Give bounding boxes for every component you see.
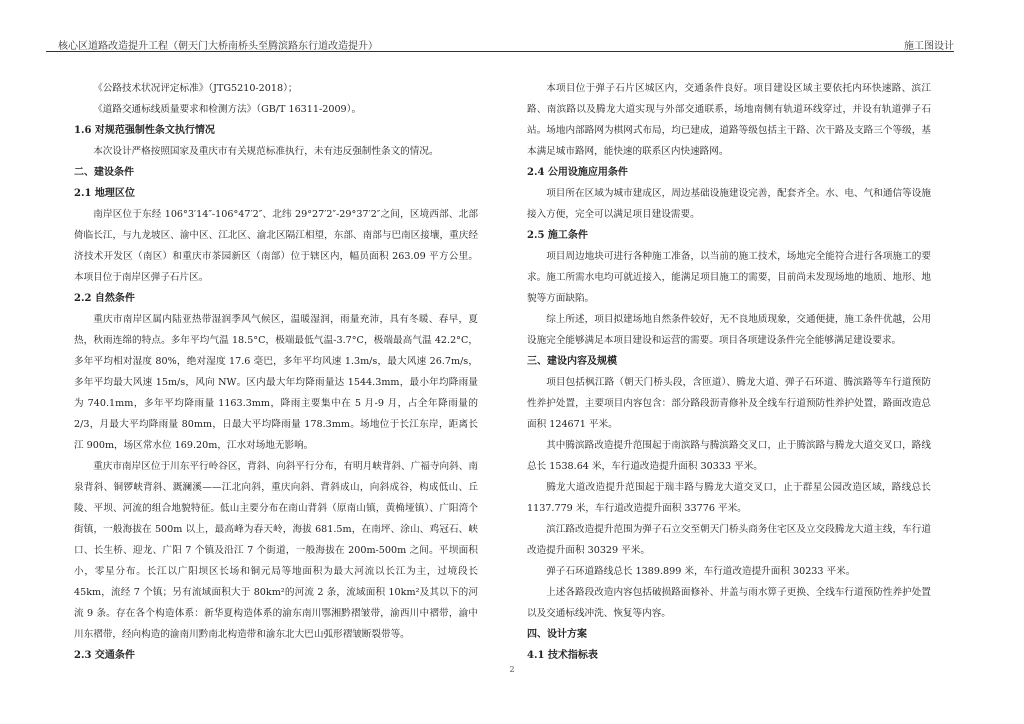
section-heading: 2.1 地理区位 [74, 188, 135, 199]
paragraph: 本次设计严格按照国家及重庆市有关规范标准执行，未有违反强制性条文的情况。 [93, 146, 439, 157]
paragraph: 《公路技术状况评定标准》（JTG5210-2018）； [93, 83, 298, 94]
paragraph: 腾龙大道改造提升范围起于瑞丰路与腾龙大道交叉口，止于群星公园改造区域，路线总长 1137.779 米，车行道改造提升面积 33776 平米。 [527, 482, 931, 514]
header-project-title: 核心区道路改造提升工程（朝天门大桥南桥头至腾滨路东行道改造提升） [58, 41, 378, 52]
paragraph: 项目包括枫江路（朝天门桥头段，含匝道）、腾龙大道、弹子石环道、腾滨路等车行道预防性养护处置，主要项目内容包含：部分路段沥青修补及全线车行道预防性养护处置，路面改造总面积 124671 平米。 [527, 377, 931, 430]
paragraph: 弹子石环道路线总长 1389.899 米，车行道改造提升面积 30233 平米。 [546, 566, 856, 577]
chapter-heading: 四、设计方案 [527, 629, 587, 640]
header-stage-label: 施工图设计 [904, 41, 954, 52]
paragraph: 项目周边地块可进行各种施工准备，以当前的施工技术，场地完全能符合进行各项施工的要求。施工所需水电均可就近接入，能满足项目施工的需要，目前尚未发现场地的地质、地形、地貌等方面缺陷。 [527, 251, 931, 304]
section-heading: 4.1 技术指标表 [527, 650, 598, 661]
left-column [74, 78, 478, 666]
paragraph: 上述各路段改造内容包括破损路面修补、井盖与雨水箅子更换、全线车行道预防性养护处置以及交通标线冲洗、恢复等内容。 [527, 587, 931, 619]
header-divider [46, 51, 954, 52]
section-heading: 2.3 交通条件 [74, 650, 135, 661]
paragraph: 《道路交通标线质量要求和检测方法》（GB/T 16311-2009）。 [93, 104, 362, 115]
paragraph: 其中腾滨路改造提升范围起于南滨路与腾滨路交叉口，止于腾滨路与腾龙大道交叉口，路线总长 1538.64 米，车行道改造提升面积 30333 平米。 [527, 440, 931, 472]
right-column [527, 78, 931, 666]
paragraph: 项目所在区域为城市建成区，周边基础设施建设完善，配套齐全。水、电、气和通信等设施接入方便，完全可以满足项目建设需要。 [527, 188, 931, 220]
paragraph: 重庆市南岸区属内陆亚热带湿润季风气候区，温暖湿润，雨量充沛，具有冬暖、春早，夏热，秋雨连绵的特点。多年平均气温 18.5°C，极端最低气温-3.7°C，极端最高气温 42.2°C，多年平均相对湿度 80%，绝对湿度 17.6 毫巴，多年平均风速 1.3m/s，最大风速 26.7m/s，多年平均最大风速 15m/s，风向 NW。区内最大年均降雨量达 1544.3mm，最小年均降雨量为 740.1mm，多年平均降雨量 1163.3mm，降雨主要集中在 5 月-9 月，占全年降雨量的 2/3，月最大平均降雨量 80mm，日最大平均降雨量 178.3mm。场地位于长江东岸，距离长江 900m，场区常水位 169.20m，江水对场地无影响。 [74, 314, 478, 451]
section-heading: 2.4 公用设施应用条件 [527, 167, 628, 178]
paragraph: 南岸区位于东经 106°3′14″-106°47′2″、北纬 29°27′2″-29°37′2″之间，区境西部、北部倚临长江，与九龙坡区、渝中区、江北区、渝北区隔江相望，东部、南部与巴南区接壤，重庆经济技术开发区（南区）和重庆市茶园新区（南部）位于辖区内，幅员面积 263.09 平方公里。本项目位于南岸区弹子石片区。 [74, 209, 478, 283]
section-heading: 2.5 施工条件 [527, 230, 588, 241]
paragraph: 本项目位于弹子石片区城区内，交通条件良好。项目建设区域主要依托内环快速路、滨江路、南滨路以及腾龙大道实现与外部交通联系，场地南侧有轨道环线穿过，并设有轨道弹子石站。场地内部路网为棋网式布局，均已建成，道路等级包括主干路、次干路及支路三个等级，基本满足城市路网，能快速的联系区内快速路网。 [527, 83, 931, 157]
paragraph: 滨江路改造提升范围为弹子石立交至朝天门桥头商务住宅区及立交段腾龙大道主线，车行道改造提升面积 30329 平米。 [527, 524, 931, 556]
section-heading: 1.6 对规范强制性条文执行情况 [74, 125, 215, 136]
paragraph: 重庆市南岸区位于川东平行岭谷区，背斜、向斜平行分布，有明月峡背斜、广福寺向斜、南泉背斜、铜锣峡背斜、溉澜溪——江北向斜，重庆向斜、背斜成山，向斜成谷，构成低山、丘陵、平坝、河流的组合地貌特征。低山主要分布在南山背斜（原南山镇，黄桷垭镇）、广阳湾个街镇，一般海拔在 500m 以上，最高峰为春天岭，海拔 681.5m，在南坪、涂山、鸡冠石、峡口、长生桥、迎龙、广阳 7 个镇及沿江 7 个街道，一般海拔在 200m-500m 之间。平坝面积小，零星分布。长江以广阳坝区长场和铜元局等地面积为最大河流以长江为主，过境段长 45km，流经 7 个镇；另有流域面积大于 80km²的河流 2 条，流域面积 10km²及其以下的河流 9 条。存在各个构造体系：新华夏构造体系的渝东南川鄂湘黔褶皱带，渝西川中褶带，渝中川东褶带，经向构造的渝南川黔南北构造带和渝东北大巴山弧形褶皱断裂带等。 [74, 461, 478, 640]
chapter-heading: 二、建设条件 [74, 167, 134, 178]
chapter-heading: 三、建设内容及规模 [527, 356, 617, 367]
section-heading: 2.2 自然条件 [74, 293, 135, 304]
paragraph: 综上所述，项目拟建场地自然条件较好，无不良地质现象，交通便捷，施工条件优越，公用设施完全能够满足本项目建设和运营的需要。项目各项建设条件完全能够满足建设要求。 [527, 314, 931, 346]
page-number: 2 [509, 665, 515, 674]
page-header [46, 37, 954, 51]
